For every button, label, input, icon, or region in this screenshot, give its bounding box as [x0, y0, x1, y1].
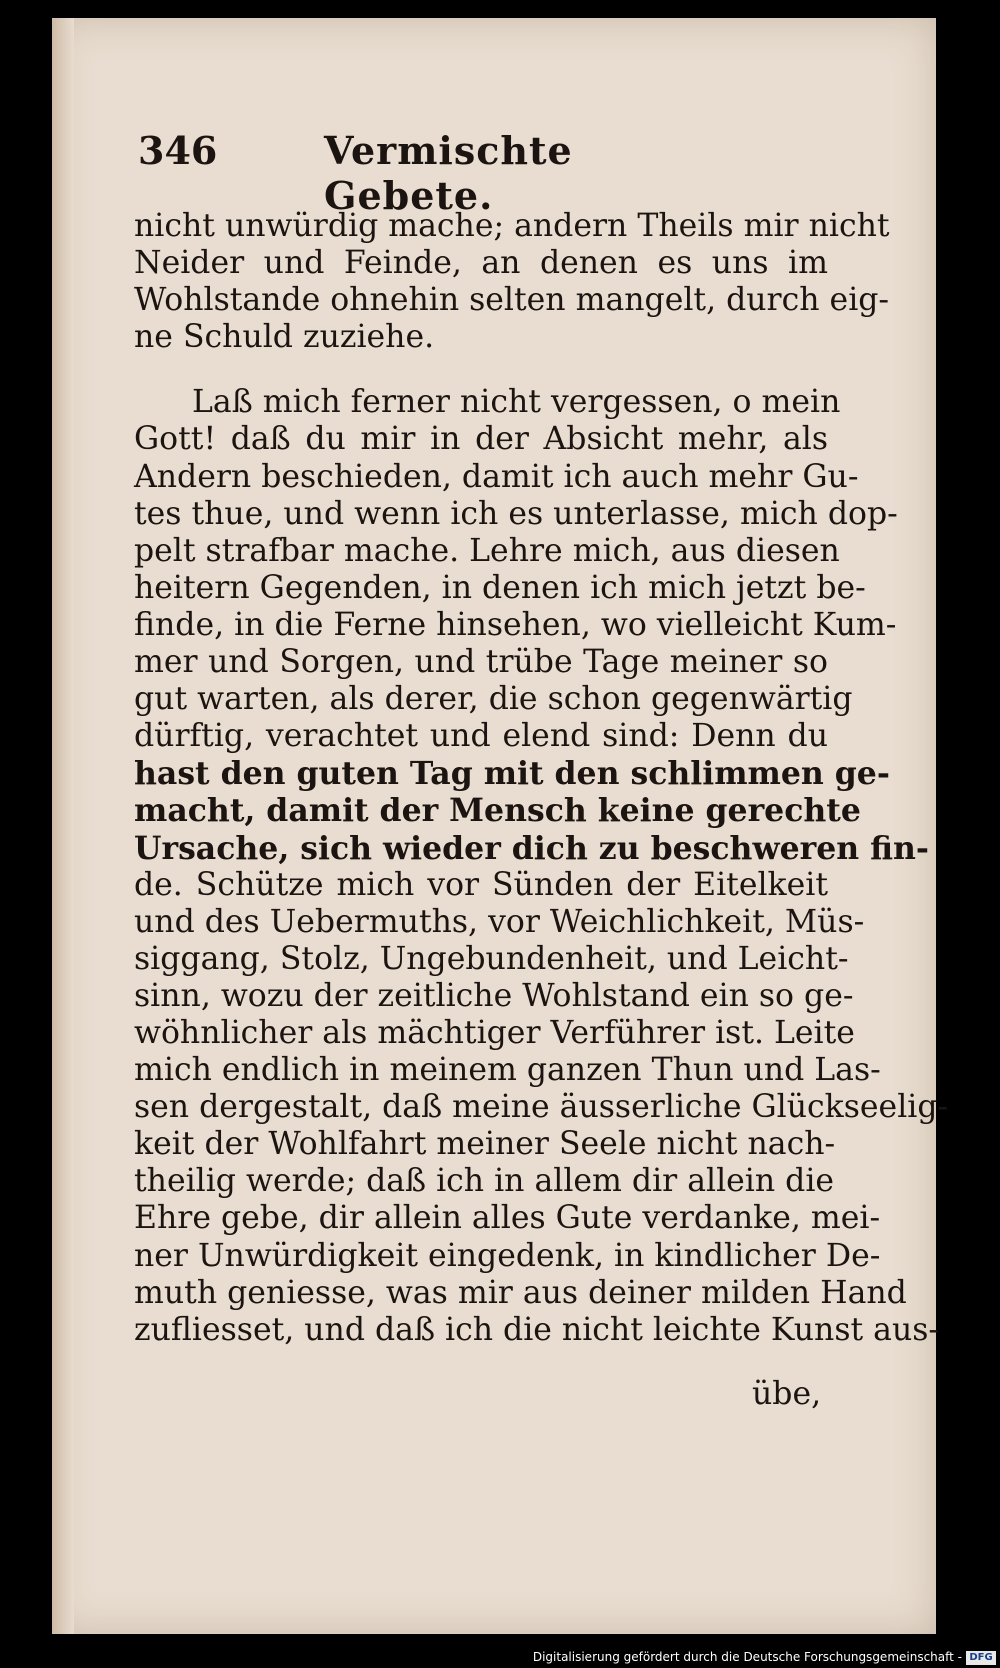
catchword: übe, — [752, 1376, 822, 1412]
text-line: wöhnlicher als mächtiger Verführer ist. Leite — [134, 1014, 855, 1051]
text-line: keit der Wohlfahrt meiner Seele nicht nach- — [134, 1126, 836, 1163]
text-line: Ehre gebe, dir allein alles Gute verdanke, mei- — [134, 1200, 881, 1237]
text-line-emphasis: macht, damit der Mensch keine gerechte — [134, 792, 861, 830]
running-title: Vermischte Gebete. — [324, 128, 573, 218]
text-line-emphasis: Ursache, sich wieder dich zu beschweren fin- — [134, 829, 929, 867]
body-text — [134, 208, 949, 1349]
text-line: Wohlstande ohnehin selten mangelt, durch eig- — [134, 282, 890, 319]
text-line: heitern Gegenden, in denen ich mich jetzt be- — [134, 569, 866, 606]
text-line: dürftig, verachtet und elend sind: Denn du — [134, 718, 828, 755]
text-line: de. Schütze mich vor Sünden der Eitelkeit — [134, 866, 828, 903]
text-line: Laß mich ferner nicht vergessen, o mein — [192, 384, 841, 421]
text-line: ner Unwürdigkeit eingedenk, in kindlicher De- — [134, 1237, 881, 1274]
text-line: und des Uebermuths, vor Weichlichkeit, Müs- — [134, 903, 865, 940]
digitization-footer — [532, 1648, 1000, 1668]
text-line-emphasis: hast den guten Tag mit den schlimmen ge- — [134, 755, 890, 793]
dfg-logo[interactable]: DFG — [966, 1651, 996, 1665]
text-line: theilig werde; daß ich in allem dir allein die — [134, 1163, 835, 1200]
paragraph-1 — [134, 208, 890, 356]
page-header — [138, 128, 698, 218]
text-line: siggang, Stolz, Ungebundenheit, und Leicht- — [134, 940, 849, 977]
text-line: mer und Sorgen, und trübe Tage meiner so — [134, 644, 828, 681]
text-line: zufliesset, und daß ich die nicht leichte Kunst aus- — [134, 1311, 940, 1348]
page-edge — [52, 18, 74, 1634]
text-line: finde, in die Ferne hinsehen, wo vielleicht Kum- — [134, 606, 897, 643]
text-line: Neider und Feinde, an denen es uns im — [134, 245, 828, 282]
text-line: mich endlich in meinem ganzen Thun und Las- — [134, 1052, 881, 1089]
text-line: pelt strafbar mache. Lehre mich, aus diesen — [134, 532, 840, 569]
text-line: nicht unwürdig mache; andern Theils mir nicht — [134, 208, 890, 244]
funding-note: Digitalisierung gefördert durch die Deutsche Forschungsgemeinschaft - — [532, 1650, 962, 1664]
paragraph-gap — [134, 356, 828, 384]
text-line: sen dergestalt, daß meine äusserliche Glückseelig- — [134, 1089, 949, 1126]
text-line: tes thue, und wenn ich es unterlasse, mich dop- — [134, 495, 898, 532]
text-line: muth geniesse, was mir aus deiner milden Hand — [134, 1274, 907, 1311]
page-number: 346 — [138, 128, 218, 173]
text-line: ne Schuld zuziehe. — [134, 319, 435, 356]
text-line: Andern beschieden, damit ich auch mehr Gu- — [134, 458, 859, 495]
text-line: gut warten, als derer, die schon gegenwärtig — [134, 681, 853, 718]
text-line: sinn, wozu der zeitliche Wohlstand ein so ge- — [134, 977, 854, 1014]
paragraph-2 — [134, 384, 949, 1348]
text-line: Gott! daß du mir in der Absicht mehr, als — [134, 421, 828, 458]
